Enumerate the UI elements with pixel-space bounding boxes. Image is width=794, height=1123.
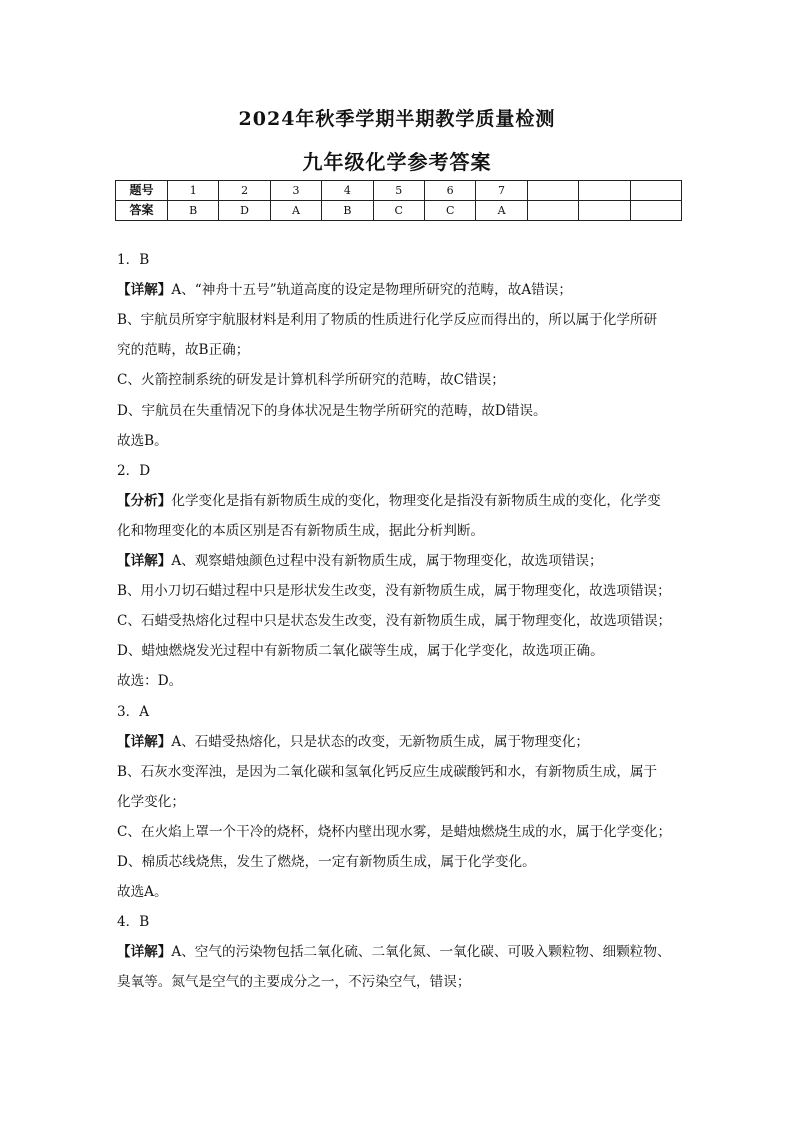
line-text: D、棉质芯线烧焦，发生了燃烧，一定有新物质生成，属于化学变化。 [117, 854, 536, 870]
text-line [117, 462, 687, 480]
row-label-answer: 答案 [116, 201, 168, 221]
row-label-number: 题号 [116, 181, 168, 201]
text-line [117, 642, 687, 660]
section-tag: 【分析】 [117, 492, 172, 509]
answer-cell: A [270, 201, 321, 221]
answer-table-answer-row [116, 201, 682, 221]
text-line [117, 913, 687, 931]
line-text: 化学变化； [117, 793, 185, 810]
text-line [117, 883, 687, 901]
line-text: 臭氧等。氮气是空气的主要成分之一，不污染空气，错误； [117, 974, 471, 991]
text-line [117, 492, 687, 510]
question-number-cell: 7 [476, 181, 527, 201]
text-line [117, 371, 687, 389]
document-title: 2024年秋季学期半期教学质量检测 [238, 108, 556, 130]
line-text: A、石蜡受热熔化，只是状态的改变，无新物质生成，属于物理变化； [171, 733, 590, 750]
line-text: A、空气的污染物包括二氧化硫、二氧化氮、一氧化碳、可吸入颗粒物、细颗粒物、 [171, 944, 671, 961]
question-number-cell: 5 [373, 181, 424, 201]
answer-table [115, 180, 682, 221]
line-text: 故选A。 [117, 884, 168, 901]
text-line [117, 793, 687, 811]
text-line [117, 612, 687, 630]
question-number-cell: 4 [322, 181, 373, 201]
line-text: 1．B [117, 252, 150, 268]
text-line [117, 522, 687, 540]
answer-cell [630, 201, 681, 221]
line-text: 化和物理变化的本质区别是否有新物质生成，据此分析判断。 [117, 522, 485, 539]
question-number-cell: 6 [424, 181, 475, 201]
text-line [117, 763, 687, 781]
answer-cell: C [373, 201, 424, 221]
question-number-cell [527, 181, 578, 201]
answer-cell: A [476, 201, 527, 221]
section-tag: 【详解】 [117, 282, 172, 299]
answer-cell: B [168, 201, 219, 221]
line-text: 4．B [117, 914, 150, 931]
question-number-cell: 1 [168, 181, 219, 201]
answer-cell: D [219, 201, 270, 221]
text-line [117, 311, 687, 329]
text-line [117, 402, 687, 420]
text-line [117, 582, 687, 600]
text-line [117, 672, 687, 690]
text-line [117, 733, 687, 751]
text-line [117, 823, 687, 841]
line-text: 故选B。 [117, 432, 168, 449]
answer-table-number-row [116, 181, 682, 201]
line-text: D、宇航员在失重情况下的身体状况是生物学所研究的范畴，故D错误。 [117, 402, 547, 419]
line-text: C、在火焰上罩一个干冷的烧杯，烧杯内壁出现水雾，是蜡烛燃烧生成的水，属于化学变化； [117, 823, 672, 840]
section-tag: 【详解】 [117, 553, 172, 569]
answer-cell: B [322, 201, 373, 221]
text-line [117, 853, 687, 871]
line-text: 3．A [117, 703, 150, 720]
question-number-cell [630, 181, 681, 201]
text-line [117, 281, 687, 299]
line-text: B、石灰水变浑浊，是因为二氧化碳和氢氧化钙反应生成碳酸钙和水，有新物质生成，属于 [117, 763, 658, 780]
section-tag: 【详解】 [117, 733, 172, 750]
answer-cell [527, 201, 578, 221]
line-text: D、蜡烛燃烧发光过程中有新物质二氧化碳等生成，属于化学变化，故选项正确。 [117, 643, 604, 660]
text-line [117, 251, 687, 269]
line-text: A、“神舟十五号”轨道高度的设定是物理所研究的范畴，故A错误； [171, 282, 572, 299]
line-text: 化学变化是指有新物质生成的变化，物理变化是指没有新物质生成的变化，化学变 [171, 492, 661, 509]
answer-cell [579, 201, 630, 221]
question-number-cell: 3 [270, 181, 321, 201]
line-text: B、宇航员所穿宇航服材料是利用了物质的性质进行化学反应而得出的，所以属于化学所研 [117, 312, 658, 329]
line-text: 2．D [117, 462, 151, 479]
section-tag: 【详解】 [117, 944, 172, 961]
line-text: C、火箭控制系统的研发是计算机科学所研究的范畴，故C错误； [117, 372, 505, 389]
text-line [117, 973, 687, 991]
text-line [117, 432, 687, 450]
line-text: B、用小刀切石蜡过程中只是形状发生改变，没有新物质生成，属于物理变化，故选项错误； [117, 583, 671, 600]
line-text: A、观察蜡烛颜色过程中没有新物质生成，属于物理变化，故选项错误； [171, 553, 603, 569]
text-line [117, 943, 687, 961]
line-text: 究的范畴，故B正确； [117, 342, 250, 359]
line-text: 故选：D。 [117, 673, 183, 690]
question-number-cell: 2 [219, 181, 270, 201]
document-subtitle: 九年级化学参考答案 [302, 150, 492, 174]
text-line [117, 552, 687, 570]
text-line [117, 341, 687, 359]
line-text: C、石蜡受热熔化过程中只是状态发生改变，没有新物质生成，属于物理变化，故选项错误； [117, 613, 672, 630]
question-number-cell [579, 181, 630, 201]
text-line [117, 703, 687, 721]
answer-cell: C [424, 201, 475, 221]
